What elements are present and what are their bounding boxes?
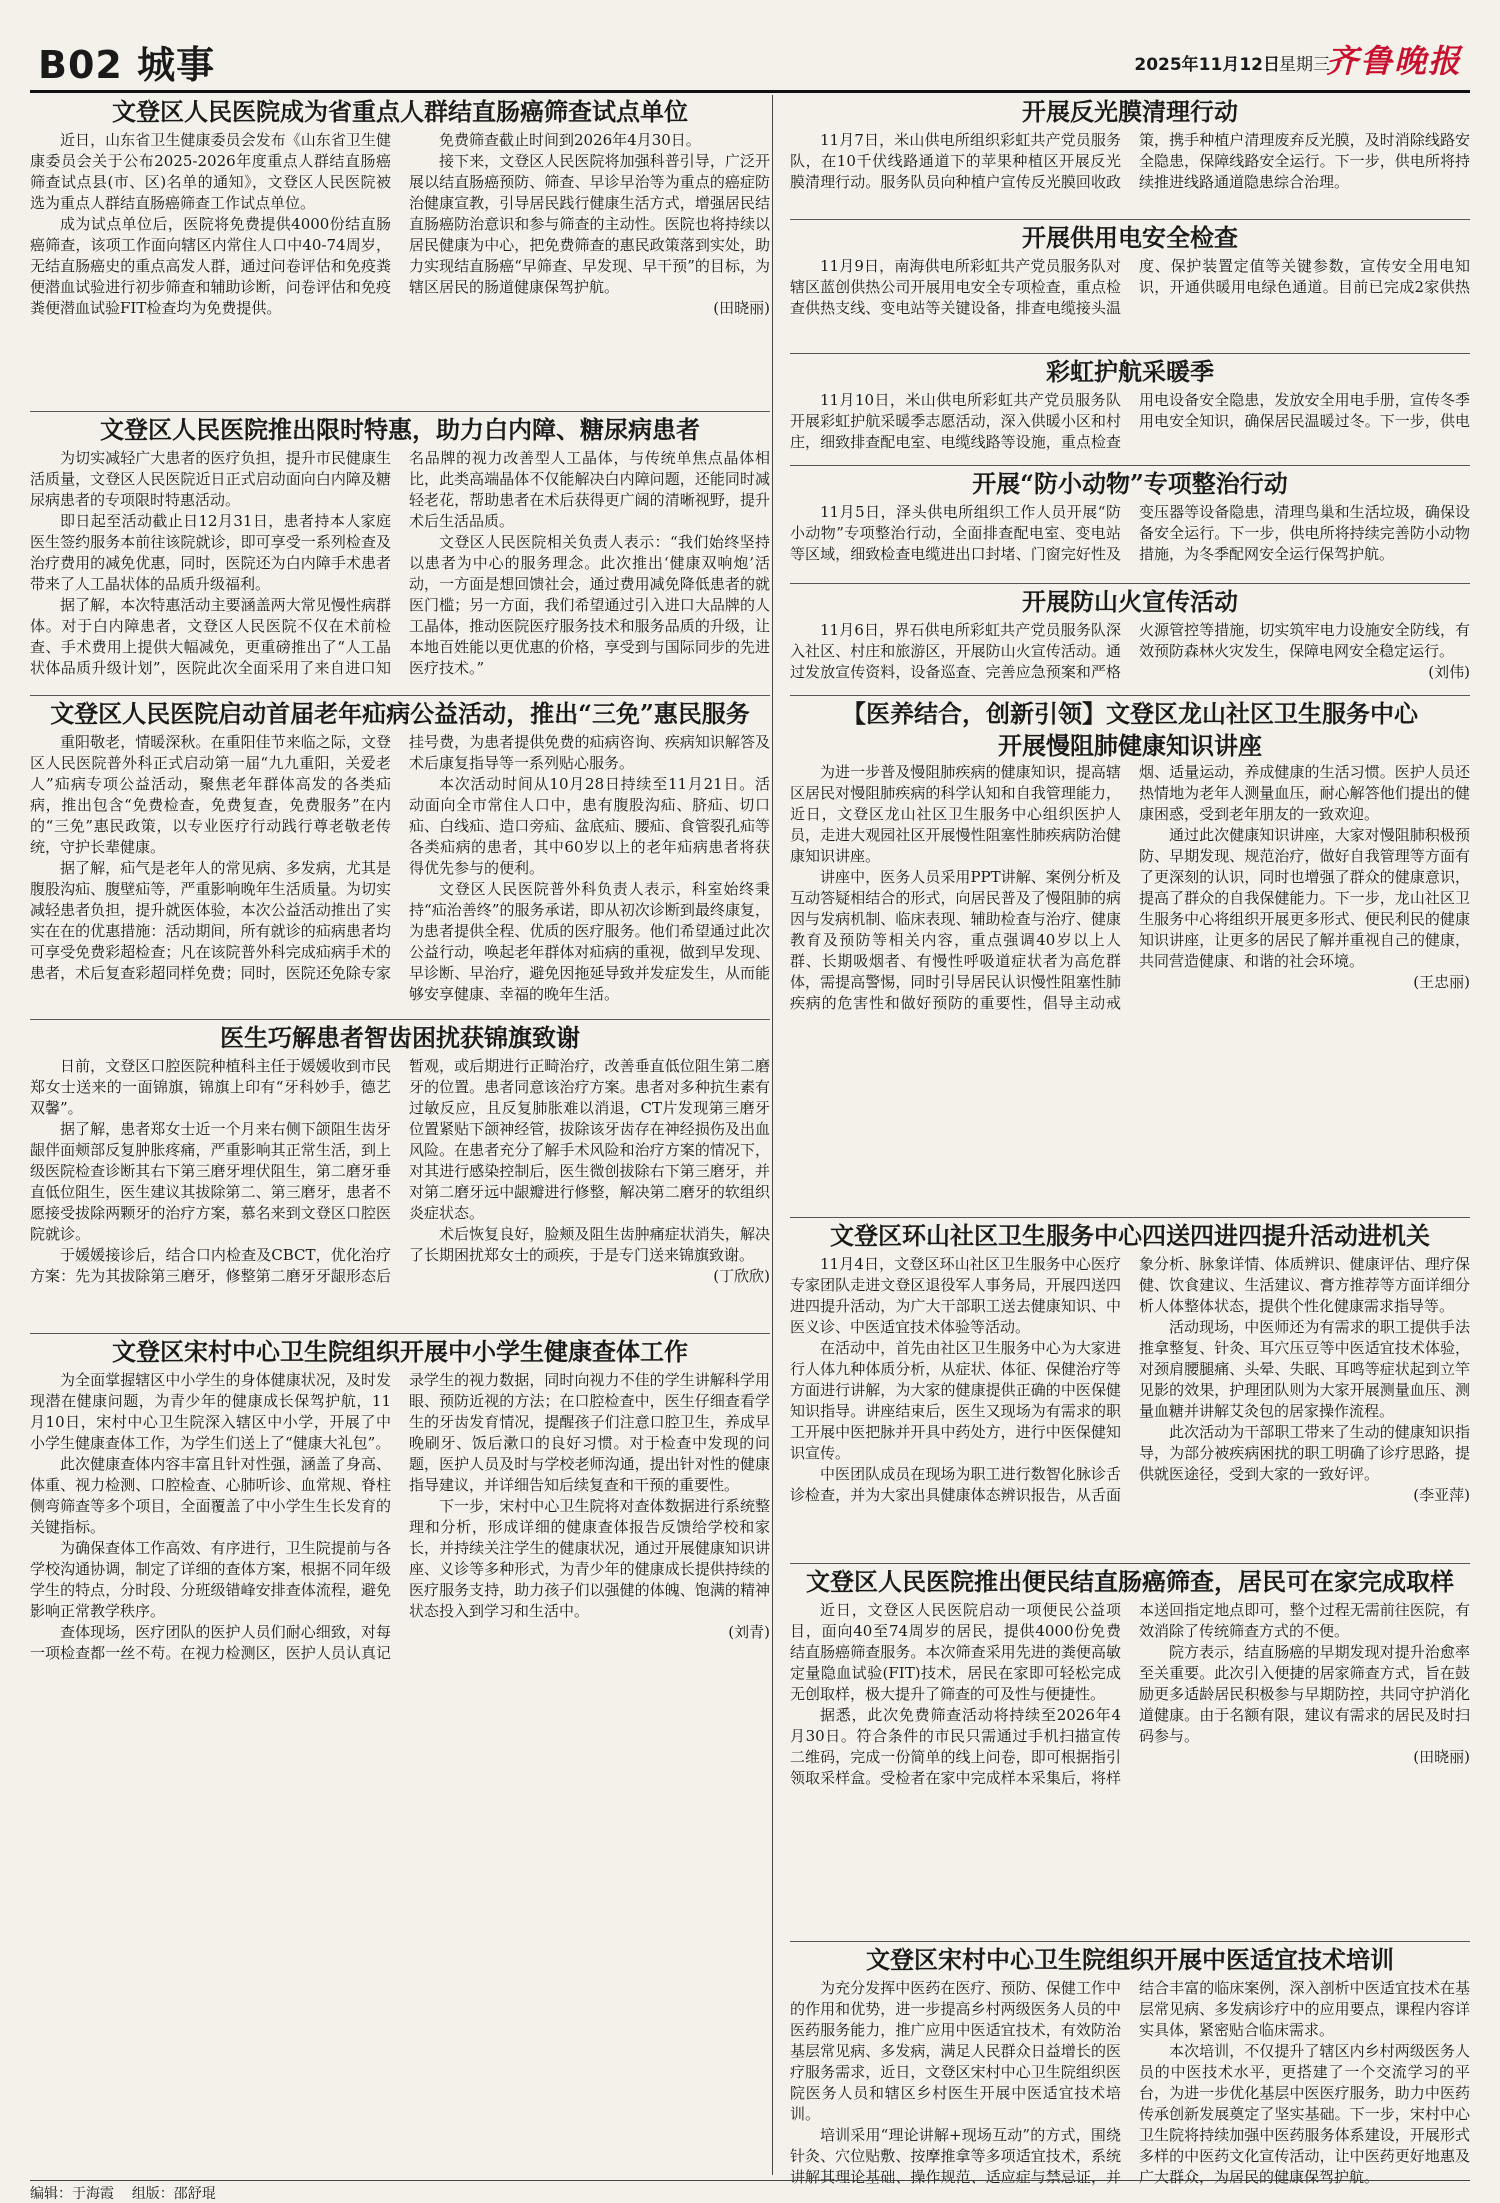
- article-separator: [790, 583, 1470, 584]
- paragraph: 此次活动为干部职工带来了生动的健康知识指导，为部分被疾病困扰的职工明确了诊疗思路，提供就医途径，受到大家的一致好评。: [1139, 1423, 1470, 1483]
- paragraph: 在活动中，首先由社区卫生服务中心为大家进行人体九种体质分析，从症状、体征、保健治疗等方面进行讲解，为大家的健康提供正确的中医保健知识指导。讲座结束后，医生又现场为有需求的职工开展中医把脉并开具中药处方，进行中医保健知识宣传。: [790, 1339, 1121, 1462]
- article-body: [790, 502, 1470, 576]
- paragraph: 中医团队成员在现场为职工进行数智化脉诊舌诊检查，并为大家出具健康体态辨识报告，从舌面象分析、脉象详情、体质辨识、健康评估、理疗保健、饮食建议、生活建议、膏方推荐等方面详细分析人体整体状态，提供个性化健康需求指导等。: [790, 1255, 1470, 1504]
- article-headline: 开展防山火宣传活动: [1022, 587, 1238, 616]
- paragraph: 为充分发挥中医药在医疗、预防、保健工作中的作用和优势，进一步提高乡村两级医务人员的中医药服务能力，推广应用中医适宜技术，有效防治基层常见病、多发病，满足人民群众日益增长的医疗服务需求，近日，文登区宋村中心卫生院组织医院医务人员和辖区乡村医生开展中医适宜技术培训。: [790, 1979, 1121, 2123]
- article-separator: [790, 353, 1470, 354]
- paragraph: 本次活动时间从10月28日持续至11月21日。活动面向全市常住人口中，患有腹股沟疝、脐疝、切口疝、白线疝、造口旁疝、盆底疝、腰疝、食管裂孔疝等各类疝病的患者，其中60岁以上的老年疝病患者将获得优先参与的便利。: [409, 775, 770, 877]
- article-headline: 文登区人民医院推出限时特惠，助力白内障、糖尿病患者: [100, 415, 700, 444]
- article-body: [790, 390, 1470, 460]
- paragraph: 近日，文登区人民医院启动一项便民公益项目，面向40至74周岁的居民，提供4000份免费结直肠癌筛查服务。本次筛查采用先进的粪便高敏定量隐血试验(FIT)技术，居民在家即可轻松完成无创取样，极大提升了筛查的可及性与便捷性。: [790, 1601, 1121, 1703]
- paragraph: 此次健康查体内容丰富且针对性强，涵盖了身高、体重、视力检测、口腔检查、心肺听诊、血常规、脊柱侧弯筛查等多个项目，全面覆盖了中小学生生长发育的关键指标。: [30, 1455, 391, 1536]
- article-separator: [30, 1019, 770, 1020]
- paragraph: 培训采用“理论讲解+现场互动”的方式，围绕针灸、穴位贴敷、按摩推拿等多项适宜技术，系统讲解其理论基础、操作规范、适应症与禁忌证，并结合丰富的临床案例，深入剖析中医适宜技术在基层常见病、多发病诊疗中的应用要点，课程内容详实具体，紧密贴合临床需求。: [790, 1979, 1470, 2186]
- paragraph: 术后恢复良好，脸颊及阻生齿肿痛症状消失，解决了长期困扰郑女士的顽疾，于是专门送来锦旗致谢。: [409, 1225, 770, 1264]
- article-separator: [30, 1333, 770, 1334]
- headline-line: 开展慢阻肺健康知识讲座: [998, 731, 1262, 760]
- column-divider: [772, 95, 773, 2175]
- paragraph: 据悉，此次免费筛查活动将持续至2026年4月30日。符合条件的市民只需通过手机扫描宣传二维码，完成一份简单的线上问卷，即可根据指引领取采样盒。受检者在家中完成样本采集后，将样本送回指定地点即可，整个过程无需前往医院，有效消除了传统筛查方式的不便。: [790, 1601, 1470, 1787]
- paragraph: 11月6日，界石供电所彩虹共产党员服务队深入社区、村庄和旅游区，开展防山火宣传活动。通过发放宣传资料，设备巡查、完善应急预案和严格火源管控等措施，切实筑牢电力设施安全防线，有效预防森林火灾发生，保障电网安全稳定运行。: [790, 621, 1470, 681]
- paragraph: 11月9日，南海供电所彩虹共产党员服务队对辖区蓝创供热公司开展用电安全专项检查，重点检查供热支线、变电站等关键设备，排查电缆接头温度、保护装置定值等关键参数，宣传安全用电知识，开通供暖用电绿色通道。目前已完成2家供热: [790, 257, 1470, 317]
- article-headline: [790, 698, 1470, 762]
- paragraph: 11月10日，米山供电所彩虹共产党员服务队开展彩虹护航采暖季志愿活动，深入供暖小区和村庄，细致排查配电室、电缆线路等设施，重点检查用电设备安全隐患，发放安全用电手册，宣传冬季用电安全知识，确保居民温暖过冬。下一步，供电: [790, 391, 1470, 451]
- paragraph: 日前，文登区口腔医院种植科主任于媛媛收到市民郑女士送来的一面锦旗，锦旗上印有“牙科妙手，德艺双馨”。: [30, 1057, 391, 1117]
- designer-credit: 组版：邵舒琨: [131, 2186, 216, 2202]
- paragraph: 据了解，患者郑女士近一个月来右侧下颌阻生齿牙龈伴面颊部反复肿胀疼痛，严重影响其正常生活，到上级医院检查诊断其右下第三磨牙埋伏阻生，第二磨牙垂直低位阻生，医生建议其拔除第二、第三磨牙，患者不愿接受拔除两颗牙的治疗方案，慕名来到文登区口腔医院就诊。: [30, 1120, 391, 1243]
- article: [790, 1566, 1470, 1938]
- article-headline: 文登区人民医院推出便民结直肠癌筛查，居民可在家完成取样: [806, 1567, 1454, 1596]
- article: [30, 698, 770, 1016]
- article-separator: [790, 1563, 1470, 1564]
- masthead: [30, 28, 1470, 93]
- article-body: [790, 1978, 1470, 2190]
- paper-logo: 齐鲁晚报: [1325, 42, 1462, 80]
- paragraph: 即日起至活动截止日12月31日，患者持本人家庭医生签约服务本前往该院就诊，即可享受一系列检查及治疗费用的减免优惠，同时，医院还为白内障手术患者带来了人工晶状体的品质升级福利。: [30, 512, 391, 593]
- article-body: [30, 732, 770, 1010]
- paragraph: 为全面掌握辖区中小学生的身体健康状况，及时发现潜在健康问题，为青少年的健康成长保驾护航，11月10日，宋村中心卫生院深入辖区中小学，开展了中小学生健康查体工作，为学生们送上了“健康大礼包”。: [30, 1371, 391, 1452]
- article: [790, 698, 1470, 1214]
- article: [790, 356, 1470, 466]
- paragraph: 于媛媛接诊后，结合口内检查及CBCT，优化治疗方案：先为其拔除第三磨牙，修整第二磨牙牙龈形态后暂观，或后期进行正畸治疗，改善垂直低位阻生第二磨牙的位置。患者同意该治疗方案。患者对多种抗生素有过敏反应，且反复肺胀难以消退，CT片发现第三磨牙位置紧贴下颌神经管，拔除该牙齿存在神经损伤及出血风险。在患者充分了解手术风险和治疗方案的情况下，对其进行感染控制后，医生微创拔除右下第三磨牙，并对第二磨牙远中龈瓣进行修整，解决第二磨牙的软组织炎症状态。: [30, 1057, 770, 1285]
- paragraph: 重阳敬老，情暖深秋。在重阳佳节来临之际，文登区人民医院普外科正式启动第一届“九九重阳，关爱老人”疝病专项公益活动，聚焦老年群体高发的各类疝病，推出包含“免费检查，免费复查，免费服务”在内的“三免”惠民政策，以专业医疗行动践行尊老敬老传统，守护长辈健康。: [30, 733, 391, 856]
- article: [790, 1944, 1470, 2196]
- paragraph: 为切实减轻广大患者的医疗负担，提升市民健康生活质量，文登区人民医院近日正式启动面向白内障及糖尿病患者的专项限时特惠活动。: [30, 449, 391, 509]
- byline: (丁欣欣): [713, 1267, 770, 1285]
- article-headline: 开展供用电安全检查: [1022, 223, 1238, 252]
- paragraph: 文登区人民医院普外科负责人表示，科室始终秉持“疝治善终”的服务承诺，即从初次诊断到最终康复，为患者提供全程、优质的医疗服务。他们希望通过此次公益行动，唤起老年群体对疝病的重视，做到早发现、早诊断、早治疗，避免因拖延导致并发症发生，从而能够安享健康、幸福的晚年生活。: [409, 880, 770, 1003]
- article: [790, 1220, 1470, 1560]
- page-footer: [30, 2180, 1470, 2203]
- article: [790, 586, 1470, 692]
- paragraph: 近日，山东省卫生健康委员会发布《山东省卫生健康委员会关于公布2025-2026年度重点人群结直肠癌筛查试点县(市、区)名单的通知》，文登区人民医院被选为重点人群结直肠癌筛查工作试点单位。: [30, 131, 391, 212]
- article-body: [790, 256, 1470, 328]
- paragraph: 成为试点单位后，医院将免费提供4000份结直肠癌筛查，该项工作面向辖区内常住人口中40-74周岁，无结直肠癌史的重点高发人群，通过问卷评估和免疫粪便潜血试验进行初步筛查和辅助诊断，问卷评估和免疫粪便潜血试验FIT检查均为免费提供。: [30, 215, 391, 317]
- paragraph: 为确保查体工作高效、有序进行，卫生院提前与各学校沟通协调，制定了详细的查体方案，根据不同年级学生的特点，分时段、分班级错峰安排查体流程，避免影响正常教学秩序。: [30, 1539, 391, 1620]
- article-separator: [30, 695, 770, 696]
- article-headline: 彩虹护航采暖季: [1046, 357, 1214, 386]
- article-separator: [30, 411, 770, 412]
- byline: (李亚萍): [1413, 1486, 1470, 1504]
- paragraph: 院方表示，结直肠癌的早期发现对提升治愈率至关重要。此次引入便捷的居家筛查方式，旨在鼓励更多适龄居民积极参与早期防控，共同守护消化道健康。由于名额有限，建议有需求的居民及时扫码参与。: [1139, 1643, 1470, 1745]
- paragraph: 通过此次健康知识讲座，大家对慢阻肺积极预防、早期发现、规范治疗，做好自我管理等方面有了更深刻的认识，同时也增强了群众的健康意识，提高了群众的自我保健能力。下一步，龙山社区卫生服务中心将组织开展更多形式、便民利民的健康知识讲座，让更多的居民了解并重视自己的健康，共同营造健康、和谐的社会环境。: [1139, 826, 1470, 970]
- paragraph: 本次培训，不仅提升了辖区内乡村两级医务人员的中医技术水平，更搭建了一个交流学习的平台，为进一步优化基层中医医疗服务，助力中医药传承创新发展奠定了坚实基础。下一步，宋村中心卫生院将持续加强中医药服务体系建设，开展形式多样的中医药文化宣传活动，让中医药更好地惠及广大群众，为居民的健康保驾护航。: [1139, 2042, 1470, 2186]
- article: [30, 414, 770, 692]
- article-headline: 文登区宋村中心卫生院组织开展中医适宜技术培训: [866, 1945, 1394, 1974]
- paragraph: 11月5日，泽头供电所组织工作人员开展“防小动物”专项整治行动，全面排查配电室、变电站等区域，细致检查电缆进出口封堵、门窗完好性及变压器等设备隐患，清理鸟巢和生活垃圾，确保设备安全运行。下一步，供电所将持续完善防小动物措施，为冬季配网安全运行保驾护航。: [790, 503, 1470, 563]
- paragraph: 免费筛查截止时间到2026年4月30日。: [439, 131, 701, 149]
- byline: (刘青): [728, 1623, 770, 1641]
- paragraph: 接下来，文登区人民医院将加强科普引导，广泛开展以结直肠癌预防、筛查、早诊早治等为重点的癌症防治健康宣教，引导居民践行健康生活方式，增强居民结直肠癌防治意识和参与筛查的主动性。医院也将持续以居民健康为中心，把免费筛查的惠民政策落到实处，助力实现结直肠癌“早筛查、早发现、早干预”的目标，为辖区居民的肠道健康保驾护航。: [409, 152, 770, 296]
- article: [30, 1336, 770, 2166]
- byline: (王忠丽): [1413, 973, 1470, 991]
- paragraph: 讲座中，医务人员采用PPT讲解、案例分析及互动答疑相结合的形式，向居民普及了慢阻肺的病因与发病机制、临床表现、辅助检查与治疗、健康教育及预防等相关内容，重点强调40岁以上人群、长期吸烟者、有慢性呼吸道症状者为高危群体，需提高警惕，同时引导居民认识慢性阻塞性肺疾病的危害性和做好预防的重要性，倡导主动戒烟、适量运动，养成健康的生活习惯。医护人员还热情地为老年人测量血压，耐心解答他们提出的健康困惑，受到老年朋友的一致欢迎。: [790, 763, 1470, 1012]
- article-body: [790, 130, 1470, 210]
- editor-credit: 编辑：于海霞: [30, 2186, 114, 2202]
- article-body: [790, 1254, 1470, 1554]
- article-body: [790, 762, 1470, 1208]
- section-label: B02 城事: [38, 43, 216, 87]
- article-headline: 开展反光膜清理行动: [1022, 97, 1238, 126]
- article-body: [790, 1600, 1470, 1932]
- article-headline: 文登区人民医院成为省重点人群结直肠癌筛查试点单位: [112, 97, 688, 126]
- paragraph: 下一步，宋村中心卫生院将对查体数据进行系统整理和分析，形成详细的健康查体报告反馈给学校和家长，并持续关注学生的健康状况，通过开展健康知识讲座、义诊等多种形式，为青少年的健康成长提供持续的医疗服务支持，助力孩子们以强健的体魄、饱满的精神状态投入到学习和生活中。: [409, 1497, 770, 1620]
- article-separator: [790, 1941, 1470, 1942]
- article: [30, 1022, 770, 1330]
- article-body: [790, 620, 1470, 686]
- article-body: [30, 130, 770, 402]
- article-separator: [790, 219, 1470, 220]
- headline-line: 【医养结合，创新引领】文登区龙山社区卫生服务中心: [842, 699, 1418, 728]
- paragraph: 为进一步普及慢阻肺疾病的健康知识，提高辖区居民对慢阻肺疾病的科学认知和自我管理能力，近日，文登区龙山社区卫生服务中心组织医护人员，走进大观园社区开展慢性阻塞性肺疾病防治健康知识讲座。: [790, 763, 1121, 865]
- issue-weekday: 星期三: [1279, 55, 1330, 75]
- paragraph: 活动现场，中医师还为有需求的职工提供手法推拿整复、针灸、耳穴压豆等中医适宜技术体验，对颈肩腰腿痛、头晕、失眠、耳鸣等症状起到立竿见影的效果，护理团队则为大家开展测量血压、测量血糖并讲解艾灸包的居家操作流程。: [1139, 1318, 1470, 1420]
- article-body: [30, 1056, 770, 1324]
- paragraph: 11月7日，米山供电所组织彩虹共产党员服务队，在10千伏线路通道下的苹果种植区开展反光膜清理行动。服务队员向种植户宣传反光膜回收政策，携手种植户清理废弃反光膜，及时消除线路安全隐患，保障线路安全运行。下一步，供电所将持续推进线路通道隐患综合治理。: [790, 131, 1470, 191]
- paragraph: 据了解，疝气是老年人的常见病、多发病，尤其是腹股沟疝、腹壁疝等，严重影响晚年生活质量。为切实减轻患者负担，提升就医体验，本次公益活动推出了实实在在的优惠措施：活动期间，所有就诊的疝病患者均可享受免费彩超检查；凡在该院普外科完成疝病手术的患者，术后复查彩超同样免费；同时，医院还免除专家挂号费，为患者提供免费的疝病咨询、疾病知识解答及术后康复指导等一系列贴心服务。: [30, 733, 770, 982]
- article-headline: 文登区人民医院启动首届老年疝病公益活动，推出“三免”惠民服务: [50, 699, 750, 728]
- article-body: [30, 1370, 770, 2160]
- issue-date: 2025年11月12日: [1134, 55, 1280, 75]
- article-separator: [790, 1217, 1470, 1218]
- article-separator: [790, 465, 1470, 466]
- article: [790, 468, 1470, 582]
- paragraph: 11月4日，文登区环山社区卫生服务中心医疗专家团队走进文登区退役军人事务局，开展四送四进四提升活动，为广大干部职工送去健康知识、中医义诊、中医适宜技术体验等活动。: [790, 1255, 1121, 1336]
- paragraph: 文登区人民医院相关负责人表示：“我们始终坚持以患者为中心的服务理念。此次推出‘健康双响炮’活动，一方面是想回馈社会，通过费用减免降低患者的就医门槛；另一方面，我们希望通过引入进口大品牌的人工晶体，推动医院医疗服务技术和服务品质的升级，让本地百姓能以更优惠的价格，享受到与国际同步的先进医疗技术。”: [409, 533, 770, 677]
- article-headline: 文登区环山社区卫生服务中心四送四进四提升活动进机关: [830, 1221, 1430, 1250]
- article-body: [30, 448, 770, 686]
- paragraph: 查体现场，医疗团队的医护人员们耐心细致，对每一项检查都一丝不苟。在视力检测区，医护人员认真记录学生的视力数据，同时向视力不佳的学生讲解科学用眼、预防近视的方法；在口腔检查中，医生仔细查看学生的牙齿发育情况，提醒孩子们注意口腔卫生，养成早晚刷牙、饭后漱口的良好习惯。对于检查中发现的问题，医护人员及时与学校老师沟通，提出针对性的健康指导建议，并详细告知后续复查和干预的重要性。: [30, 1371, 770, 1662]
- byline: (刘伟): [1428, 663, 1470, 681]
- article-headline: 开展“防小动物”专项整治行动: [972, 469, 1288, 498]
- article: [30, 96, 770, 408]
- article-separator: [790, 695, 1470, 696]
- paragraph: 据了解，本次特惠活动主要涵盖两大常见慢性病群体。对于白内障患者，文登区人民医院不仅在术前检查、手术费用上提供大幅减免，更重磅推出了“人工晶状体品质升级计划”，医院此次全面采用了来自进口知名品牌的视力改善型人工晶体，与传统单焦点晶体相比，此类高端晶体不仅能解决白内障问题，还能同时减轻老花，帮助患者在术后获得更广阔的清晰视野，提升术后生活品质。: [30, 449, 770, 677]
- article: [790, 222, 1470, 334]
- article: [790, 96, 1470, 216]
- article-headline: 文登区宋村中心卫生院组织开展中小学生健康查体工作: [112, 1337, 688, 1366]
- byline: (田晓丽): [1413, 1748, 1470, 1766]
- byline: (田晓丽): [713, 299, 770, 317]
- article-headline: 医生巧解患者智齿困扰获锦旗致谢: [220, 1023, 580, 1052]
